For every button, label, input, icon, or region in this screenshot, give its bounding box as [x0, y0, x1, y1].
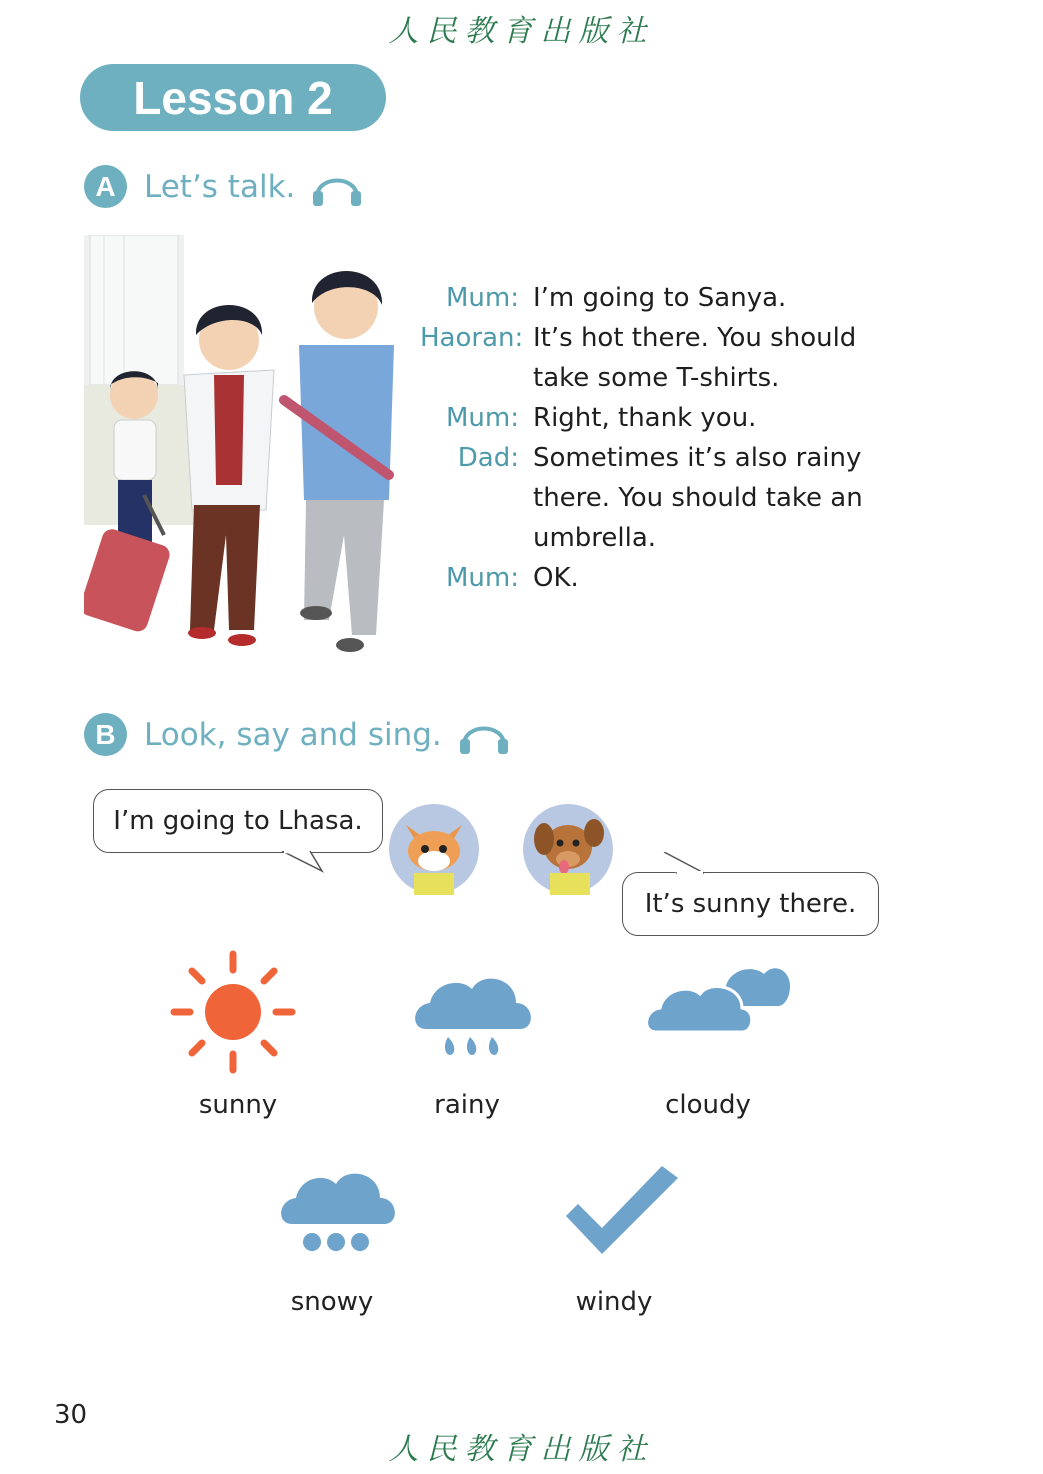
family-illustration: [84, 235, 404, 665]
speech-bubble-left: I’m going to Lhasa.: [93, 789, 383, 853]
dialogue-line: [420, 558, 920, 598]
dialogue-line: [420, 318, 920, 398]
weather-label-cloudy: cloudy: [665, 1090, 751, 1120]
fox-avatar: [388, 803, 480, 895]
snow-cloud-icon: [278, 1162, 398, 1258]
section-a-header: [84, 165, 363, 208]
section-b-letter: B: [84, 713, 127, 756]
weather-label-sunny: sunny: [198, 1090, 278, 1120]
wind-icon: [562, 1166, 680, 1258]
section-a-title: Let’s talk.: [144, 168, 296, 205]
dialogue-speaker: Mum:: [446, 283, 519, 313]
bubble-tail-left: [280, 851, 330, 873]
speech-bubble-right: It’s sunny there.: [622, 872, 879, 936]
dialogue-line: [420, 398, 920, 438]
headphones-icon[interactable]: [458, 715, 510, 755]
rain-cloud-icon: [412, 965, 536, 1061]
weather-label-windy: windy: [575, 1287, 653, 1317]
weather-label-snowy: snowy: [290, 1287, 374, 1317]
weather-label-rainy: rainy: [434, 1090, 500, 1120]
publisher-footer: 人民教育出版社: [388, 1432, 655, 1467]
section-b-title: Look, say and sing.: [144, 716, 442, 753]
publisher-header: 人民教育出版社: [388, 14, 655, 49]
dialogue-line: [420, 278, 920, 318]
page-number: 30: [54, 1400, 88, 1430]
lesson-title: Lesson 2: [80, 64, 386, 131]
dialogue-text: Sometimes it’s also rainy there. You should take an umbrella.: [533, 443, 863, 553]
sun-icon: [170, 950, 296, 1074]
dialogue-text: OK.: [533, 563, 579, 593]
section-b-header: [84, 713, 510, 756]
headphones-icon[interactable]: [311, 167, 363, 207]
clouds-icon: [644, 962, 792, 1034]
dialogue-line: [420, 438, 920, 558]
bubble-tail-right: [660, 852, 710, 874]
dialogue-speaker: Dad:: [457, 443, 519, 473]
dialogue-text: I’m going to Sanya.: [533, 283, 787, 313]
dialogue-speaker: Haoran:: [420, 323, 524, 353]
dialogue-speaker: Mum:: [446, 403, 519, 433]
dialogue-speaker: Mum:: [446, 563, 519, 593]
dialogue: [420, 278, 920, 598]
dog-avatar: [522, 803, 614, 895]
dialogue-text: Right, thank you.: [533, 403, 757, 433]
dialogue-text: It’s hot there. You should take some T-shirts.: [533, 323, 857, 393]
section-a-letter: A: [84, 165, 127, 208]
